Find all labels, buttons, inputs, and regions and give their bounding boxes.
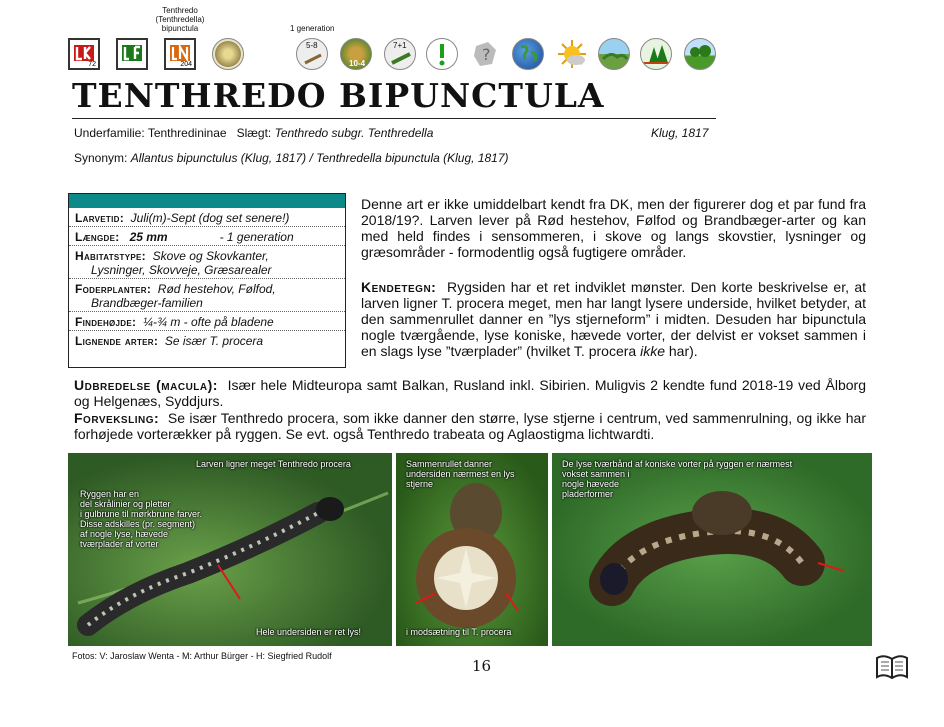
sun-icon[interactable] (556, 38, 588, 70)
synonym: Allantus bipunctulus (Klug, 1817) / Tenthredella bipunctula (Klug, 1817) (130, 151, 509, 165)
foder-row: Foderplanter: Rød hestehov, Følfod, Brandbæger-familien (69, 279, 345, 312)
globe-icon[interactable] (512, 38, 544, 70)
generation-label: 1 generation (290, 24, 335, 33)
photo-larva-middle[interactable] (396, 453, 548, 646)
photo-larva-right[interactable] (552, 453, 872, 646)
landscape-icon[interactable] (598, 38, 630, 70)
title-rule (72, 118, 716, 119)
egg-period-icon[interactable]: 5-8 (296, 38, 328, 70)
lnb-book-icon[interactable]: 204 (164, 38, 196, 70)
kendetegn-paragraph: Kendetegn: Rygsiden har et ret indviklet mønster. Den korte beskrivelse er, at larven ligner T. procera meget, men har langt lysere underside, hvilket betyder, at den sammenrullet danner en ”lys stjerneform” i midten. Desuden har bipunctula nogle tværgående, lyse koniske, hævede vorter, der delvist er vokset sammen i en slags lyse ”tværplader” (hvilket T. procera ikke har). (361, 279, 866, 359)
habitat-row: Habitatstype: Skove og Skovkanter, Lysninger, Skovveje, Græsarealer (69, 246, 345, 279)
udbredelse-paragraph: Udbredelse (macula): Især hele Midteuropa samt Balkan, Rusland inkl. Sibirien. Muligvis 2 kendte fund 2018-19 ved Ålborg og Helgenæs, Syddjurs. (74, 377, 866, 409)
lk-book-icon[interactable]: 72 (68, 38, 100, 70)
species-caption: Tenthredo (Tenthredella) bipunctula (155, 6, 205, 33)
info-box (68, 193, 346, 368)
intro-paragraph: Denne art er ikke umiddelbart kendt fra DK, men der figurerer dog et par fund fra 2018/19?. Larven lever på Rød hestehov, Følfod og Brandbæger-arter og kan med held findes i sensommeren, i skove og langs skovstier, lysninger og græsområder - formodentlig også fugtigere områder. (361, 196, 866, 260)
larvetid-row: Larvetid: Juli(m)-Sept (dog set senere!) (69, 208, 345, 227)
p2-bottom-caption: i modsætning til T. procera (406, 627, 512, 637)
exclamation-icon[interactable] (426, 38, 458, 70)
taxonomy-line: Underfamilie: Tenthredininae Slægt: Tenthredo subgr. Tenthredella (74, 126, 434, 140)
larva-illustration-left (68, 453, 392, 646)
p3-top-caption: De lyse tværbånd af koniske vorter på ryggen er nærmest vokset sammen i nogle hævede pladerformer (562, 459, 793, 499)
adult-period-icon[interactable]: 7+1 (384, 38, 416, 70)
laengde-row: Længde: 25 mm - 1 generation (69, 227, 345, 246)
coin-icon[interactable] (212, 38, 244, 70)
photo-larva-left[interactable] (68, 453, 392, 646)
p1-bottom-caption: Hele undersiden er ret lys! (256, 627, 362, 637)
genus: Tenthredo subgr. Tenthredella (274, 126, 434, 140)
lignende-row: Lignende arter: Se især T. procera (75, 334, 264, 348)
info-box-header (69, 194, 345, 208)
meadow-icon[interactable] (684, 38, 716, 70)
subfamily: Tenthredininae (147, 126, 227, 140)
svg-text:?: ? (482, 45, 491, 64)
forveksling-paragraph: Forveksling: Se især Tenthredo procera, som ikke danner den større, lyse stjerne i centrum, ved sammenrulning, og ikke har forhøjede vorterækker på ryggen. Se evt. også Tenthredo trabeata og Aglaostigma lichtwardti. (74, 410, 867, 442)
synonym-line: Synonym: Allantus bipunctulus (Klug, 1817) / Tenthredella bipunctula (Klug, 1817) (74, 151, 509, 165)
photo-credits: Fotos: V: Jaroslaw Wenta - M: Arthur Bürger - H: Siegfried Rudolf (72, 651, 332, 661)
page-number: 16 (472, 657, 492, 675)
p2-top-caption: Sammenrullet danner undersiden nærmest en lys stjerne (406, 459, 515, 489)
p1-top-caption: Larven ligner meget Tenthredo procera (196, 459, 351, 469)
findehojde-row: Findehøjde: ¼-¾ m - ofte på bladene (69, 312, 345, 331)
larva-period-icon[interactable]: 10-4 (340, 38, 372, 70)
page-title: TENTHREDO BIPUNCTULA (72, 76, 605, 115)
question-map-icon[interactable] (470, 38, 502, 70)
open-book-icon[interactable] (874, 650, 910, 682)
p1-left-caption: Ryggen har en del skrålinier og pletter i gulbrune til mørkbrune farver. Disse adskilles (pr. segment) af nogle lyse, hævede tværplader af vorter (80, 489, 203, 549)
forest-icon[interactable] (640, 38, 672, 70)
author: Klug, 1817 (651, 126, 709, 140)
lof-book-icon[interactable] (116, 38, 148, 70)
